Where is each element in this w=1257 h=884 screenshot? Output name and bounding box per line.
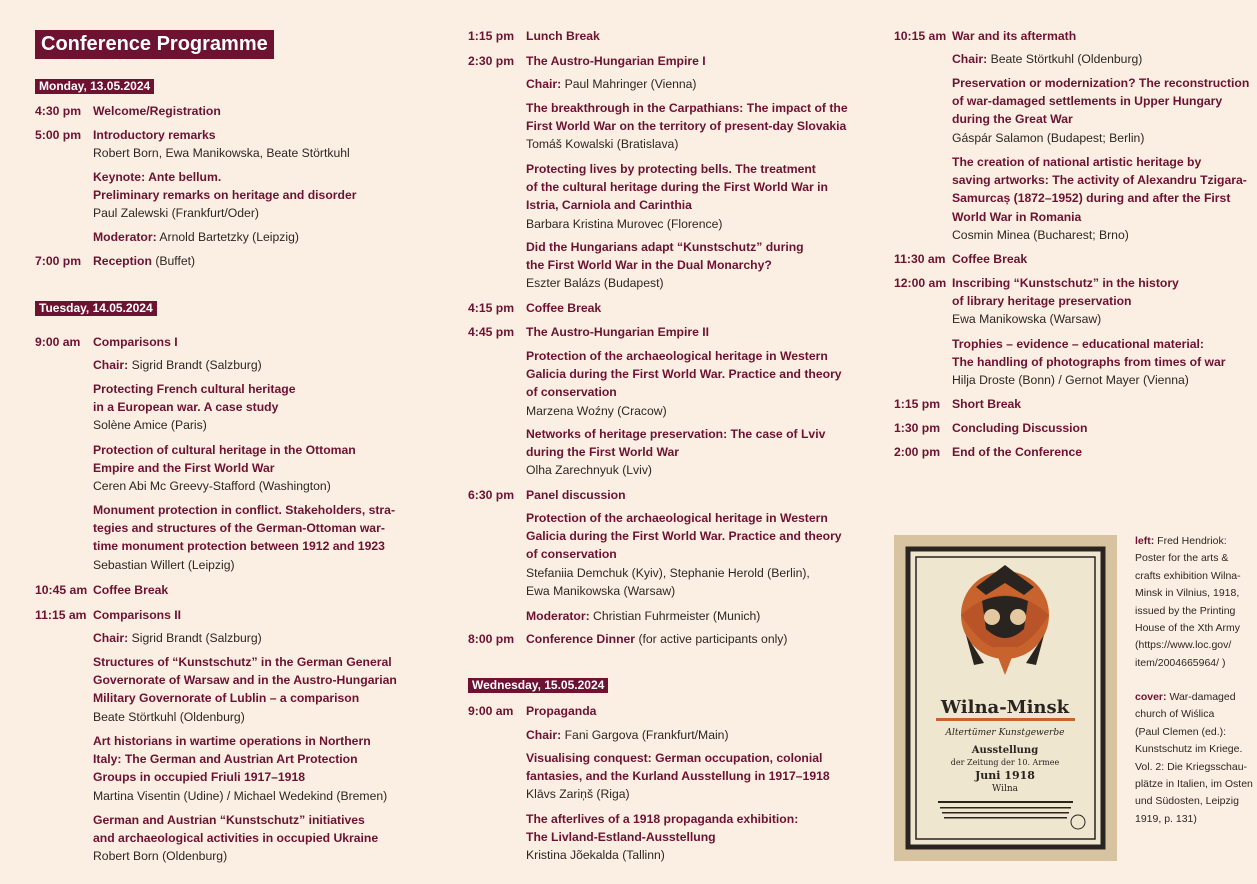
chair-line xyxy=(526,75,697,93)
talk-item xyxy=(526,509,866,600)
speakers: Hilja Droste (Bonn) / Gernot Mayer (Vienna) xyxy=(952,373,1189,388)
talk-title: German and Austrian “Kunstschutz” initiatives and archaeological activities in occupied Ukraine xyxy=(93,813,379,846)
chair-line xyxy=(93,356,262,374)
talk-item xyxy=(526,160,866,233)
speakers: Ewa Manikowska (Warsaw) xyxy=(952,312,1102,327)
session-title: Conference Dinner xyxy=(526,632,636,646)
poster-line3: Juni 1918 xyxy=(975,769,1035,782)
caption-left-text: Fred Hendriok: Poster for the arts & crafts exhibition Wilna- Minsk in Vilnius, 1918, issued by the Printing House of the Xth Army (https://www.loc.gov/ item/2004665964/ ) xyxy=(1135,535,1241,669)
session-title: Reception xyxy=(93,254,152,268)
talk-title: Protecting lives by protecting bells. The treatment of the cultural heritage during the First World War in Istria, Carniola and Carinthia xyxy=(526,162,828,213)
time-label: 4:45 pm xyxy=(468,325,515,339)
talk-item xyxy=(93,501,423,574)
session-title: Welcome/Registration xyxy=(93,104,221,118)
schedule-item xyxy=(468,702,596,720)
schedule-item xyxy=(35,252,195,270)
time-label: 4:30 pm xyxy=(35,104,82,118)
chair-label: Chair: xyxy=(93,631,129,645)
talk-item xyxy=(93,653,433,726)
talk-item xyxy=(526,347,866,420)
chair-name: Sigrid Brandt (Salzburg) xyxy=(131,631,262,645)
schedule-item xyxy=(468,323,709,341)
chair-label: Chair: xyxy=(526,728,562,742)
talk-title: Did the Hungarians adapt “Kunstschutz” during the First World War in the Dual Monarchy? xyxy=(526,240,804,273)
speakers: Beate Störtkuhl (Oldenburg) xyxy=(93,709,245,724)
time-label: 1:30 pm xyxy=(894,421,941,435)
speakers: Sebastian Willert (Leipzig) xyxy=(93,557,235,572)
moderator-name: Christian Fuhrmeister (Munich) xyxy=(593,609,761,623)
talk-item xyxy=(952,153,1252,244)
schedule-item xyxy=(468,52,706,70)
speakers: Klāvs Zariņš (Riga) xyxy=(526,787,630,802)
schedule-item xyxy=(894,443,1082,461)
session-title: Short Break xyxy=(952,397,1022,411)
session-title: The Austro-Hungarian Empire I xyxy=(526,54,706,68)
day-heading-wednesday: Wednesday, 15.05.2024 xyxy=(468,678,608,693)
session-note: (for active participants only) xyxy=(638,632,788,646)
chair-name: Fani Gargova (Frankfurt/Main) xyxy=(564,728,729,742)
poster-line2: der Zeitung der 10. Armee xyxy=(950,758,1060,767)
talk-title: Monument protection in conflict. Stakeholders, stra- tegies and structures of the German-Ottoman war- time monument protection between 1912 and 1923 xyxy=(93,503,396,554)
talk-title: Protection of the archaeological heritage in Western Galicia during the First World War. Practice and theory of conservation xyxy=(526,349,842,400)
schedule-item xyxy=(894,419,1087,437)
poster-caption xyxy=(1135,533,1255,672)
time-label: 7:00 pm xyxy=(35,254,82,268)
session-title: Coffee Break xyxy=(526,301,602,315)
session-title: Comparisons II xyxy=(93,608,182,622)
speakers: Tomáš Kowalski (Bratislava) xyxy=(526,137,679,152)
time-label: 11:15 am xyxy=(35,608,87,622)
schedule-item xyxy=(894,250,1027,268)
speakers: Barbara Kristina Murovec (Florence) xyxy=(526,216,723,231)
moderator-line xyxy=(93,228,299,246)
talk-title: Networks of heritage preservation: The case of Lviv during the First World War xyxy=(526,427,826,460)
page-title: Conference Programme xyxy=(35,30,274,59)
time-label: 10:15 am xyxy=(894,29,947,43)
time-label: 12:00 am xyxy=(894,276,947,290)
talk-item xyxy=(952,335,1252,390)
session-title: Lunch Break xyxy=(526,29,600,43)
session-note: (Buffet) xyxy=(155,254,196,268)
chair-name: Paul Mahringer (Vienna) xyxy=(564,77,697,91)
speakers: Kristina Jõekalda (Tallinn) xyxy=(526,848,665,863)
moderator-label: Moderator: xyxy=(526,609,590,623)
talk-title: Protection of cultural heritage in the Ottoman Empire and the First World War xyxy=(93,443,356,476)
schedule-item xyxy=(468,630,787,648)
schedule-item xyxy=(894,27,1076,45)
schedule-item xyxy=(894,274,1254,329)
time-label: 11:30 am xyxy=(894,252,946,266)
talk-title: Trophies – evidence – educational material: The handling of photographs from times of war xyxy=(952,337,1226,370)
caption-cover-text: War-damaged church of Wiślica (Paul Clemen (ed.): Kunstschutz im Kriege. Vol. 2: Die Kriegsschau- plätze in Italien, im Osten und Südosten, Leipzig 1919, p. 131) xyxy=(1135,691,1253,825)
speakers: Robert Born (Oldenburg) xyxy=(93,849,228,864)
chair-line xyxy=(526,726,729,744)
schedule-item xyxy=(35,126,415,162)
talk-title: The breakthrough in the Carpathians: The impact of the First World War on the territory of present-day Slovakia xyxy=(526,101,848,134)
session-title: Introductory remarks xyxy=(93,128,216,142)
session-title: Panel discussion xyxy=(526,488,626,502)
moderator-label: Moderator: xyxy=(93,230,157,244)
chair-label: Chair: xyxy=(526,77,562,91)
speakers: Stefaniia Demchuk (Kyiv), Stephanie Herold (Berlin), Ewa Manikowska (Warsaw) xyxy=(526,565,810,598)
session-title: The Austro-Hungarian Empire II xyxy=(526,325,710,339)
talk-item xyxy=(93,168,423,223)
talk-title: Keynote: Ante bellum. Preliminary remarks on heritage and disorder xyxy=(93,170,357,203)
time-label: 4:15 pm xyxy=(468,301,515,315)
talk-title: Preservation or modernization? The reconstruction of war-damaged settlements in Upper Hungary during the Great War xyxy=(952,76,1250,127)
schedule-item xyxy=(35,102,221,120)
day-heading-monday: Monday, 13.05.2024 xyxy=(35,79,154,94)
speakers: Robert Born, Ewa Manikowska, Beate Störtkuhl xyxy=(93,146,350,161)
speakers: Olha Zarechnyuk (Lviv) xyxy=(526,463,652,478)
schedule-item xyxy=(468,486,626,504)
speakers: Solène Amice (Paris) xyxy=(93,418,207,433)
talk-item xyxy=(952,74,1252,147)
chair-label: Chair: xyxy=(93,358,129,372)
talk-title: Visualising conquest: German occupation, colonial fantasies, and the Kurland Ausstellung in 1917–1918 xyxy=(526,751,830,784)
time-label: 9:00 am xyxy=(35,335,81,349)
talk-item xyxy=(93,811,433,866)
cover-caption xyxy=(1135,689,1255,828)
talk-item xyxy=(93,732,433,805)
talk-item xyxy=(526,238,866,293)
day-heading-tuesday: Tuesday, 14.05.2024 xyxy=(35,301,157,316)
session-title: Comparisons I xyxy=(93,335,178,349)
talk-item xyxy=(526,99,866,154)
poster-line4: Wilna xyxy=(991,784,1019,794)
time-label: 10:45 am xyxy=(35,583,88,597)
caption-left-label: left: xyxy=(1135,535,1155,547)
chair-line xyxy=(952,50,1142,68)
time-label: 2:00 pm xyxy=(894,445,941,459)
time-label: 1:15 pm xyxy=(894,397,941,411)
talk-title: Protecting French cultural heritage in a European war. A case study xyxy=(93,382,296,415)
exhibition-poster-image xyxy=(894,535,1117,861)
session-title: End of the Conference xyxy=(952,445,1083,459)
session-title: Propaganda xyxy=(526,704,597,718)
talk-title: Structures of “Kunstschutz” in the German General Governorate of Warsaw and in the Austro-Hungarian Military Governorate of Lublin – a comparison xyxy=(93,655,397,706)
time-label: 6:30 pm xyxy=(468,488,515,502)
speakers: Martina Visentin (Udine) / Michael Wedekind (Bremen) xyxy=(93,788,388,803)
schedule-item xyxy=(35,606,181,624)
moderator-line xyxy=(526,607,760,625)
session-title: Concluding Discussion xyxy=(952,421,1088,435)
moderator-name: Arnold Bartetzky (Leipzig) xyxy=(159,230,299,244)
time-label: 9:00 am xyxy=(468,704,514,718)
talk-item xyxy=(526,749,866,804)
speakers: Cosmin Minea (Bucharest; Brno) xyxy=(952,227,1129,242)
session-title: Coffee Break xyxy=(93,583,169,597)
chair-line xyxy=(93,629,262,647)
poster-headline: Wilna-Minsk xyxy=(940,697,1070,718)
talk-title: Art historians in wartime operations in Northern Italy: The German and Austrian Art Protection Groups in occupied Friuli 1917–1918 xyxy=(93,734,371,785)
talk-item xyxy=(526,810,866,865)
poster-line1: Ausstellung xyxy=(971,745,1039,756)
speakers: Paul Zalewski (Frankfurt/Oder) xyxy=(93,206,259,221)
chair-label: Chair: xyxy=(952,52,988,66)
time-label: 2:30 pm xyxy=(468,54,515,68)
speakers: Marzena Woźny (Cracow) xyxy=(526,403,667,418)
talk-title: The afterlives of a 1918 propaganda exhibition: The Livland-Estland-Ausstellung xyxy=(526,812,799,845)
schedule-item xyxy=(468,299,601,317)
talk-title: Protection of the archaeological heritage in Western Galicia during the First World War. Practice and theory of conservation xyxy=(526,511,842,562)
time-label: 8:00 pm xyxy=(468,632,515,646)
session-title: War and its aftermath xyxy=(952,29,1077,43)
talk-title: The creation of national artistic heritage by saving artworks: The activity of Alexandru Tzigara- Samurcaș (1872–1952) during and after the First World War in Romania xyxy=(952,155,1247,224)
session-title: Coffee Break xyxy=(952,252,1028,266)
time-label: 5:00 pm xyxy=(35,128,82,142)
speakers: Gáspár Salamon (Budapest; Berlin) xyxy=(952,130,1145,145)
poster-subtitle: Altertümer Kunstgewerbe xyxy=(945,728,1065,738)
schedule-item xyxy=(894,395,1021,413)
chair-name: Beate Störtkuhl (Oldenburg) xyxy=(990,52,1143,66)
schedule-item xyxy=(35,581,168,599)
chair-name: Sigrid Brandt (Salzburg) xyxy=(131,358,262,372)
poster-artwork xyxy=(894,535,1117,861)
schedule-item xyxy=(468,27,600,45)
talk-item xyxy=(526,425,866,480)
time-label: 1:15 pm xyxy=(468,29,515,43)
session-title: Inscribing “Kunstschutz” in the history of library heritage preservation xyxy=(952,276,1179,309)
talk-item xyxy=(93,380,423,435)
schedule-item xyxy=(35,333,178,351)
speakers: Ceren Abi Mc Greevy-Stafford (Washington) xyxy=(93,479,331,494)
speakers: Eszter Balázs (Budapest) xyxy=(526,276,664,291)
talk-item xyxy=(93,441,423,496)
caption-cover-label: cover: xyxy=(1135,691,1167,703)
